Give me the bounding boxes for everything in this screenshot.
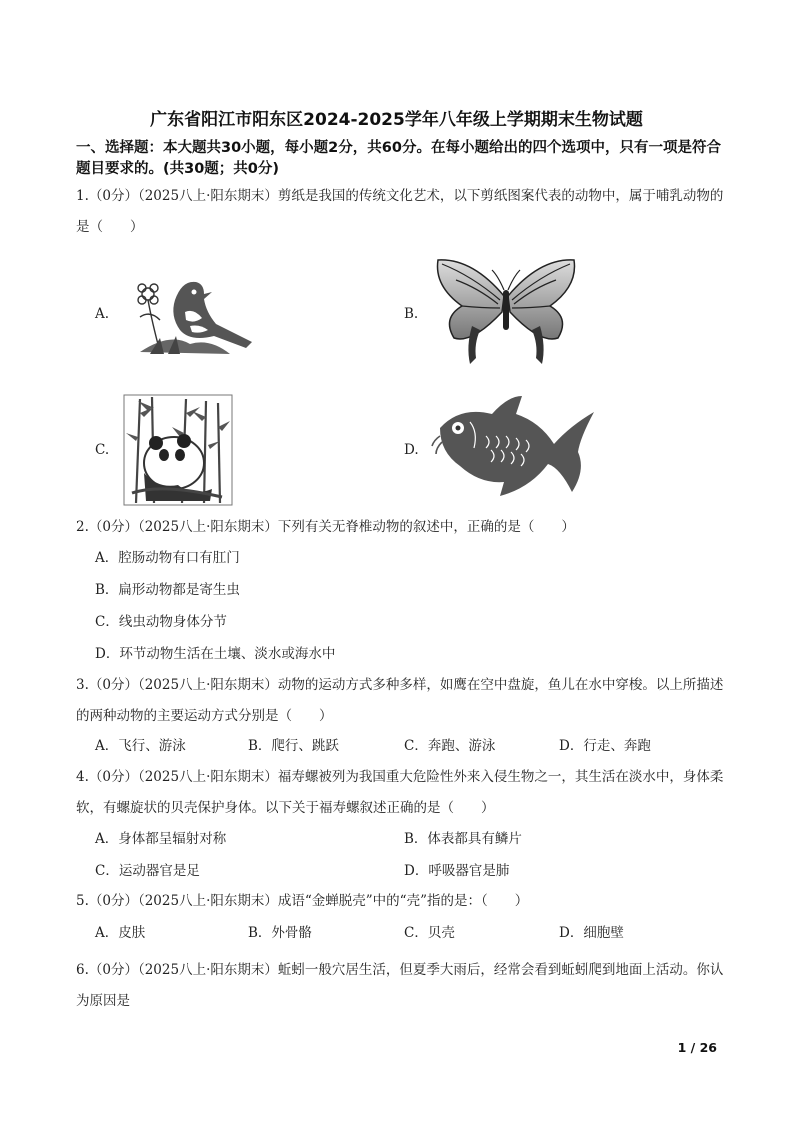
q4-option-a[interactable]: A．身体都呈辐射对称 bbox=[95, 831, 227, 847]
q1-option-d-label: D. bbox=[404, 442, 419, 458]
q4-option-d[interactable]: D．呼吸器官是肺 bbox=[404, 863, 510, 879]
q2-option-a[interactable]: A．腔肠动物有口有肛门 bbox=[95, 550, 240, 566]
butterfly-papercut-icon bbox=[432, 256, 580, 368]
question-6-stem: 6.（0分）（2025八上·阳东期末）蚯蚓一般穴居生活，但夏季大雨后，经常会看到蚯蚓爬到地面上活动。你认为原因是 bbox=[76, 962, 724, 1009]
q5-option-b[interactable]: B．外骨骼 bbox=[248, 925, 312, 941]
q5-option-d[interactable]: D．细胞壁 bbox=[559, 925, 624, 941]
question-2-stem: 2.（0分）（2025八上·阳东期末）下列有关无脊椎动物的叙述中，正确的是（ ） bbox=[76, 519, 575, 535]
page-number: 1 / 26 bbox=[677, 1040, 717, 1055]
q1-option-b-label: B. bbox=[404, 306, 419, 322]
panda-papercut-icon bbox=[122, 393, 234, 507]
question-5-stem: 5.（0分）（2025八上·阳东期末）成语“金蝉脱壳”中的“壳”指的是：（ ） bbox=[76, 893, 529, 909]
question-3-stem: 3.（0分）（2025八上·阳东期末）动物的运动方式多种多样，如鹰在空中盘旋，鱼儿在水中穿梭。以上所描述的两种动物的主要运动方式分别是（ ） bbox=[76, 677, 724, 724]
q3-option-d[interactable]: D．行走、奔跑 bbox=[559, 738, 651, 754]
q1-option-c-label: C. bbox=[95, 442, 110, 458]
q2-option-c[interactable]: C．线虫动物身体分节 bbox=[95, 614, 227, 630]
q3-option-a[interactable]: A．飞行、游泳 bbox=[95, 738, 186, 754]
q4-option-b[interactable]: B．体表都具有鳞片 bbox=[404, 831, 522, 847]
q1-option-a-label: A. bbox=[95, 306, 110, 322]
question-4-stem: 4.（0分）（2025八上·阳东期末）福寿螺被列为我国重大危险性外来入侵生物之一，其生活在淡水中，身体柔软，有螺旋状的贝壳保护身体。以下关于福寿螺叙述正确的是（ ） bbox=[76, 769, 724, 816]
section-instructions: 一、选择题：本大题共30小题，每小题2分，共60分。在每小题给出的四个选项中，只有一项是符合题目要求的。(共30题；共0分) bbox=[76, 140, 721, 177]
q5-option-a[interactable]: A．皮肤 bbox=[95, 925, 146, 941]
q2-option-d[interactable]: D．环节动物生活在土壤、淡水或海水中 bbox=[95, 646, 336, 662]
q5-option-c[interactable]: C．贝壳 bbox=[404, 925, 455, 941]
question-1-stem: 1.（0分）（2025八上·阳东期末）剪纸是我国的传统文化艺术，以下剪纸图案代表的动物中，属于哺乳动物的是（ ） bbox=[76, 188, 724, 235]
q3-option-c[interactable]: C．奔跑、游泳 bbox=[404, 738, 496, 754]
q4-option-c[interactable]: C．运动器官是足 bbox=[95, 863, 200, 879]
page-title: 广东省阳江市阳东区2024-2025学年八年级上学期期末生物试题 bbox=[150, 110, 643, 130]
q2-option-b[interactable]: B．扁形动物都是寄生虫 bbox=[95, 582, 240, 598]
q3-option-b[interactable]: B．爬行、跳跃 bbox=[248, 738, 339, 754]
fish-papercut-icon bbox=[430, 392, 600, 504]
bird-papercut-icon bbox=[130, 272, 255, 357]
